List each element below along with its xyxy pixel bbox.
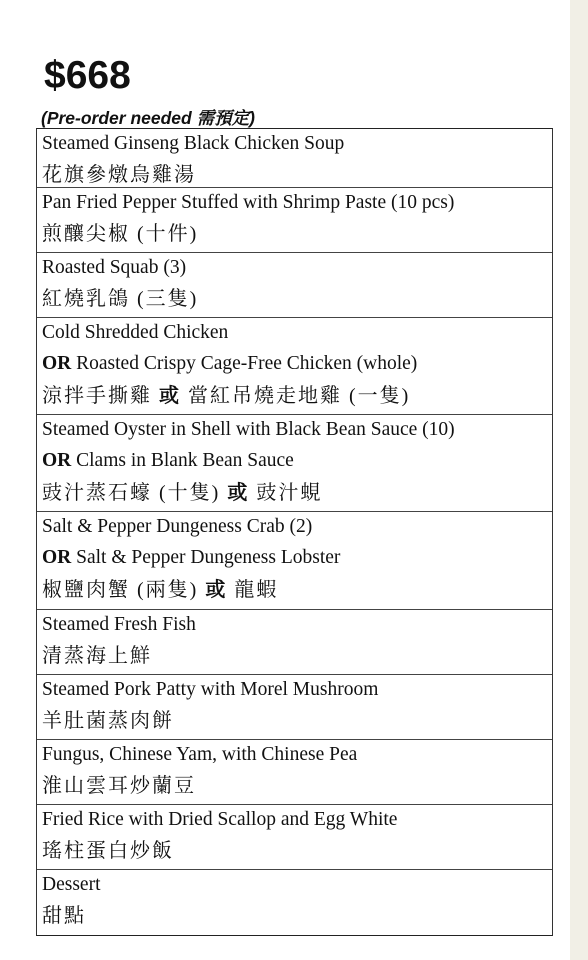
dish-name-en: Salt & Pepper Dungeness Crab (2) — [42, 516, 313, 537]
dish-name-zh: 羊肚菌蒸肉餅 — [42, 710, 174, 732]
menu-item-pork-patty — [37, 675, 552, 740]
dish-name-en: Steamed Ginseng Black Chicken Soup — [42, 133, 345, 154]
dish-name-en: Steamed Fresh Fish — [42, 614, 196, 635]
dish-name-en: Steamed Pork Patty with Morel Mushroom — [42, 679, 379, 700]
or-word: OR — [42, 547, 72, 568]
zh-or-word: 或 — [205, 579, 228, 601]
menu-item-stuffed-pepper — [37, 188, 552, 253]
dish-name-en: Roasted Squab (3) — [42, 257, 187, 278]
alt-dish-name: Salt & Pepper Dungeness Lobster — [71, 547, 341, 568]
zh-option-a: 涼拌手撕雞 — [42, 385, 159, 407]
dish-name-zh: 紅燒乳鴿 (三隻) — [42, 288, 199, 310]
menu-item-fungus-yam — [37, 740, 552, 805]
zh-option-b: 當紅吊燒走地雞 (一隻) — [181, 385, 411, 407]
dish-name-zh — [42, 380, 552, 412]
or-word: OR — [42, 450, 72, 471]
alt-dish-name: Clams in Blank Bean Sauce — [71, 450, 294, 471]
zh-or-word: 或 — [227, 482, 250, 504]
zh-option-b: 龍蝦 — [227, 579, 279, 601]
menu-table — [36, 128, 553, 936]
dish-name-en: Pan Fried Pepper Stuffed with Shrimp Paste (10 pcs) — [42, 192, 455, 213]
menu-item-dessert — [37, 870, 552, 935]
dish-alternative-en — [42, 445, 552, 477]
dish-name-en: Cold Shredded Chicken — [42, 322, 229, 343]
dish-name-zh — [42, 574, 552, 606]
dish-name-zh: 花旗參燉烏雞湯 — [42, 164, 196, 186]
menu-item-steamed-fish — [37, 610, 552, 675]
zh-or-word: 或 — [159, 385, 181, 407]
or-word: OR — [42, 353, 72, 374]
dish-name-en: Fried Rice with Dried Scallop and Egg White — [42, 809, 398, 830]
dish-alternative-en — [42, 348, 552, 380]
dish-name-en: Steamed Oyster in Shell with Black Bean Sauce (10) — [42, 419, 455, 440]
menu-item-ginseng-chicken-soup — [37, 129, 552, 188]
menu-item-fried-rice — [37, 805, 552, 870]
dish-name-en: Fungus, Chinese Yam, with Chinese Pea — [42, 744, 358, 765]
alt-dish-name: Roasted Crispy Cage-Free Chicken (whole) — [71, 353, 418, 374]
dish-name-en: Dessert — [42, 874, 101, 895]
menu-item-roasted-squab — [37, 253, 552, 318]
dish-name-zh: 甜點 — [42, 905, 86, 927]
menu-item-chicken-choice — [37, 318, 552, 415]
zh-option-a: 豉汁蒸石蠔 (十隻) — [42, 482, 228, 504]
dish-name-zh: 淮山雲耳炒蘭豆 — [42, 775, 196, 797]
zh-option-a: 椒鹽肉蟹 (兩隻) — [42, 579, 206, 601]
dish-alternative-en — [42, 542, 552, 574]
dish-name-zh: 清蒸海上鮮 — [42, 645, 152, 667]
dish-name-zh: 瑤柱蛋白炒飯 — [42, 840, 174, 862]
preorder-note: (Pre-order needed 需預定) — [41, 108, 255, 128]
menu-price: $668 — [44, 54, 131, 97]
menu-item-oyster-choice — [37, 415, 552, 512]
dish-name-zh: 煎釀尖椒 (十件) — [42, 223, 199, 245]
background-strip — [570, 0, 588, 960]
dish-name-zh — [42, 477, 552, 509]
zh-option-b: 豉汁蜆 — [249, 482, 323, 504]
menu-item-crab-choice — [37, 512, 552, 610]
